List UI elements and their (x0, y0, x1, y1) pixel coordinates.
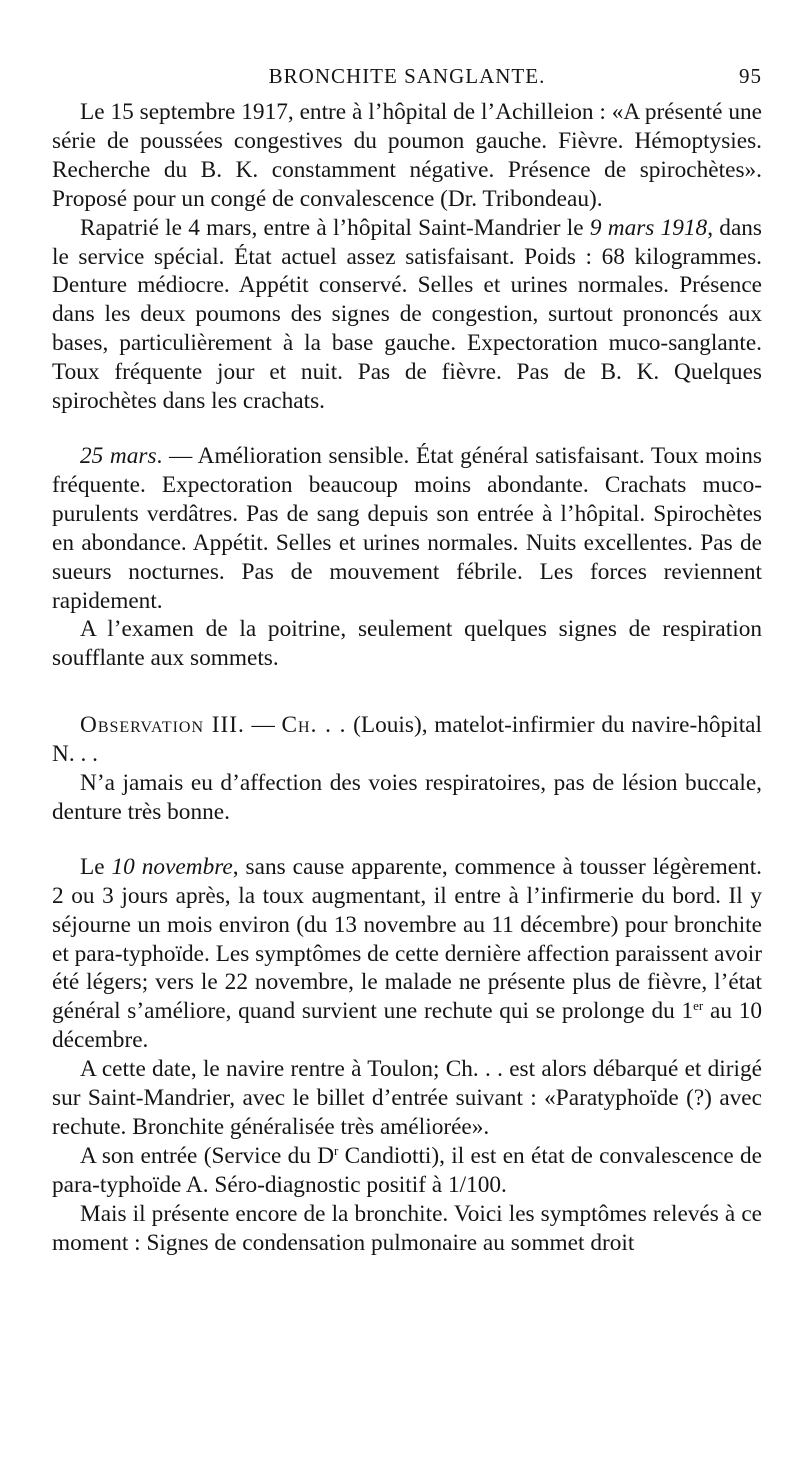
paragraph-text: N’a jamais eu d’affection des voies respiratoires, pas de lésion buccale, denture très bonne. (52, 770, 762, 825)
paragraph-text: . — Amélioration sensible. État général satisfaisant. Toux moins fréquente. Expectoration beaucoup moins abondante. Crachats muco-purulents verdâtres. Pas de sang depuis son entrée à l’hôpital. Spirochètes en abondance. Appétit. Selles et urines normales. Nuits excellentes. Pas de sueurs nocturnes. Pas de mouvement fébrile. Les forces reviennent rapidement. (52, 442, 762, 614)
paragraph-text: A l’examen de la poitrine, seulement quelques signes de respiration soufflante aux sommets. (52, 616, 762, 672)
paragraph-saint-mandrier-admission (52, 214, 762, 416)
page-number: 95 (739, 64, 762, 88)
paragraph-text: Candiotti), il est en état de convalescence de para-typhoïde A. Séro-diagnostic positif à 1/100. (52, 1142, 762, 1198)
paragraph-text: , dans le service spécial. État actuel assez satisfaisant. Poids : 68 kilogrammes. Denture médiocre. Appétit conservé. Selles et urines normales. Présence dans les deux poumons des signes de congestion, surtout prononcés aux bases, particulièrement à la base gauche. Expectoration muco-sanglante. Toux fréquente jour et nuit. Pas de fièvre. Pas de B. K. Quelques spirochètes dans les crachats. (52, 214, 762, 415)
paragraph-toulon-transfer (52, 1055, 762, 1142)
book-page (52, 58, 762, 1258)
patient-name: Ch. . . (281, 712, 347, 739)
observation-heading (52, 711, 762, 769)
paragraph-bronchitis-symptoms (52, 1200, 762, 1258)
doctor-superscript: r (334, 1142, 339, 1158)
paragraph-history (52, 769, 762, 827)
italic-date: 10 novembre (111, 853, 233, 880)
paragraph-text: Le (80, 853, 112, 880)
observation-description: (Louis), matelot-infirmier du navire-hôpital N. . . (52, 712, 762, 768)
paragraph-text: Le 15 septembre 1917, entre à l’hôpital de l’Achilleion : «A présenté une série de poussées congestives du poumon gauche. Fièvre. Hémoptysies. Recherche du B. K. constamment négative. Présence de spirochètes». Proposé pour un congé de convalescence (Dr. Tribondeau). (52, 99, 762, 212)
paragraph-text: Rapatrié le 4 mars, entre à l’hôpital Saint-Mandrier le (80, 214, 590, 241)
observation-label: Observation III. (80, 712, 245, 739)
page-header (52, 58, 762, 98)
paragraph-admission-service (52, 1142, 762, 1200)
running-head: BRONCHITE SANGLANTE. (268, 64, 546, 88)
paragraph-text: au 10 décembre. (52, 998, 763, 1054)
paragraph-text: A cette date, le navire rentre à Toulon; Ch. . . est alors débarqué et dirigé sur Saint-Mandrier, avec le billet d’entrée suivant : «Paratyphoïde (?) avec rechute. Bronchite généralisée très améliorée». (52, 1056, 762, 1140)
ordinal-superscript: er (693, 998, 704, 1014)
paragraph-text: A son entrée (Service du D (80, 1142, 335, 1169)
paragraph-november-onset (52, 853, 762, 1055)
observation-separator: — (244, 712, 282, 739)
paragraph-march-25 (52, 442, 762, 615)
italic-date: 9 mars 1918 (589, 214, 708, 241)
paragraph-text: Mais il présente encore de la bronchite. Voici les symptômes relevés à ce moment : Signes de condensation pulmonaire au sommet droit (52, 1200, 762, 1256)
paragraph-achilleion-admission (52, 98, 762, 214)
paragraph-chest-exam (52, 615, 762, 673)
paragraph-text: , sans cause apparente, commence à tousser légèrement. 2 ou 3 jours après, la toux augmentant, il entre à l’infirmerie du bord. Il y séjourne un mois environ (du 13 novembre au 11 décembre) pour bronchite et para-typhoïde. Les symptômes de cette dernière affection paraissent avoir été légers; vers le 22 novembre, le malade ne présente plus de fièvre, l’état général s’améliore, quand survient une rechute qui se prolonge du 1 (52, 853, 763, 1025)
italic-date: 25 mars (80, 442, 157, 469)
